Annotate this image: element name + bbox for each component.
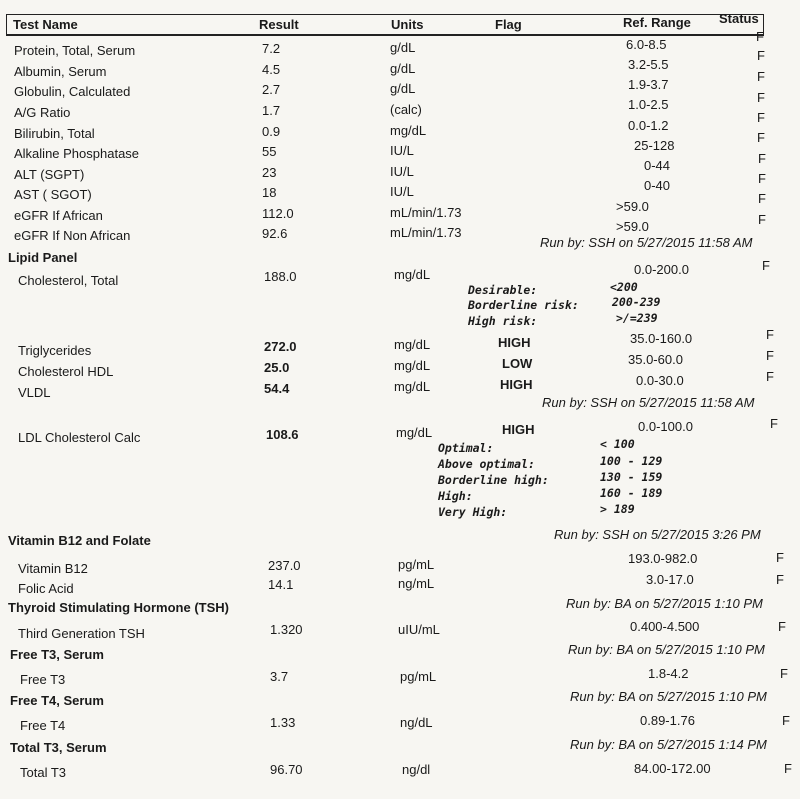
status: F (778, 619, 786, 634)
test-name: eGFR If African (14, 208, 103, 223)
units: IU/L (390, 164, 414, 179)
ref-range: 1.8-4.2 (648, 666, 689, 681)
units: IU/L (390, 143, 414, 158)
units: mL/min/1.73 (390, 205, 462, 220)
result: 0.9 (262, 124, 281, 139)
test-name: A/G Ratio (14, 105, 71, 120)
ref-range: >59.0 (616, 199, 649, 214)
run-by: Run by: BA on 5/27/2015 1:10 PM (566, 596, 763, 611)
units: IU/L (390, 184, 414, 199)
test-name: Alkaline Phosphatase (14, 146, 140, 161)
units: g/dL (390, 61, 416, 76)
ref-range: 0.0-30.0 (636, 373, 684, 388)
run-by: Run by: SSH on 5/27/2015 11:58 AM (542, 395, 755, 410)
units: mg/dL (394, 358, 431, 373)
ref-range: 25-128 (634, 138, 675, 153)
units: mg/dL (390, 123, 427, 138)
ref-range: 1.0-2.5 (628, 97, 669, 112)
units: pg/mL (398, 557, 435, 572)
result: 7.2 (262, 41, 281, 56)
note-value: 160 - 189 (600, 486, 663, 500)
header-flag: Flag (495, 17, 522, 32)
status: F (758, 212, 766, 227)
status: F (757, 69, 765, 84)
note-value: 130 - 159 (600, 470, 663, 484)
header-status: Status (719, 11, 759, 26)
note-value: < 100 (600, 437, 635, 451)
note-label: High: (438, 489, 473, 503)
status: F (758, 171, 766, 186)
result: 25.0 (264, 360, 290, 375)
flag: LOW (502, 356, 533, 371)
ref-range: 0-44 (644, 158, 671, 173)
section-title-tsh: Thyroid Stimulating Hormone (TSH) (8, 600, 229, 615)
ref-range: 35.0-60.0 (628, 352, 683, 367)
note-label: Optimal: (438, 441, 494, 455)
ref-range: 0-40 (644, 178, 671, 193)
status: F (770, 416, 778, 431)
units: g/dL (390, 81, 416, 96)
test-name: AST ( SGOT) (14, 187, 92, 202)
result: 237.0 (268, 558, 301, 573)
test-name: Triglycerides (18, 343, 92, 358)
note-value: 200-239 (612, 295, 661, 309)
status: F (757, 90, 765, 105)
test-name: Free T3 (20, 672, 66, 687)
units: mg/dL (394, 337, 431, 352)
test-name: Bilirubin, Total (14, 126, 95, 141)
status: F (766, 327, 774, 342)
test-name: Free T4 (20, 718, 66, 733)
status: F (776, 572, 784, 587)
result: 3.7 (270, 669, 289, 684)
result: 92.6 (262, 226, 288, 241)
result: 4.5 (262, 62, 281, 77)
section-title-total-t3: Total T3, Serum (10, 740, 107, 755)
ref-range: >59.0 (616, 219, 649, 234)
units: ng/dL (400, 715, 433, 730)
status: F (784, 761, 792, 776)
ref-range: 6.0-8.5 (626, 37, 667, 52)
ref-range: 3.0-17.0 (646, 572, 694, 587)
test-name: Vitamin B12 (18, 561, 88, 576)
ref-range: 0.89-1.76 (640, 713, 695, 728)
status: F (758, 151, 766, 166)
ref-range: 0.400-4.500 (630, 619, 700, 634)
ref-range: 193.0-982.0 (628, 551, 698, 566)
ref-range: 0.0-200.0 (634, 262, 689, 277)
flag: HIGH (498, 335, 531, 350)
test-name: eGFR If Non African (14, 228, 131, 243)
note-label: Very High: (438, 505, 508, 519)
section-title-free-t3: Free T3, Serum (10, 647, 104, 662)
units: mg/dL (394, 267, 431, 282)
units: mL/min/1.73 (390, 225, 462, 240)
units: ng/dl (402, 762, 431, 777)
result: 96.70 (270, 762, 303, 777)
units: uIU/mL (398, 622, 440, 637)
result: 1.33 (270, 715, 296, 730)
units: mg/dL (396, 425, 433, 440)
status: F (756, 29, 764, 44)
run-by: Run by: SSH on 5/27/2015 3:26 PM (554, 527, 761, 542)
ref-range: 35.0-160.0 (630, 331, 693, 346)
header-test-name: Test Name (13, 17, 78, 32)
flag: HIGH (500, 377, 533, 392)
note-value: <200 (610, 280, 638, 294)
result: 112.0 (262, 206, 294, 221)
status: F (782, 713, 790, 728)
status: F (758, 191, 766, 206)
ref-range: 84.00-172.00 (634, 761, 711, 776)
result: 1.7 (262, 103, 281, 118)
units: ng/mL (398, 576, 435, 591)
test-name: Third Generation TSH (18, 626, 145, 641)
result: 14.1 (268, 577, 294, 592)
status: F (757, 110, 765, 125)
result: 1.320 (270, 622, 303, 637)
units: g/dL (390, 40, 416, 55)
result: 54.4 (264, 381, 290, 396)
test-name: VLDL (18, 385, 51, 400)
run-by: Run by: BA on 5/27/2015 1:14 PM (570, 737, 767, 752)
note-label: Desirable: (468, 283, 538, 297)
test-name: Cholesterol HDL (18, 364, 114, 379)
status: F (762, 258, 770, 273)
status: F (766, 369, 774, 384)
note-label: Borderline risk: (468, 298, 579, 312)
status: F (757, 130, 765, 145)
run-by: Run by: BA on 5/27/2015 1:10 PM (568, 642, 765, 657)
test-name: Total T3 (20, 765, 67, 780)
table-header (6, 11, 764, 36)
units: (calc) (390, 102, 422, 117)
test-name: ALT (SGPT) (14, 167, 85, 182)
ref-range: 0.0-1.2 (628, 118, 669, 133)
test-name: Albumin, Serum (14, 64, 107, 79)
flag: HIGH (502, 422, 535, 437)
header-units: Units (391, 17, 424, 32)
section-title-free-t4: Free T4, Serum (10, 693, 104, 708)
status: F (757, 48, 765, 63)
test-name: Protein, Total, Serum (14, 43, 136, 58)
test-name: Cholesterol, Total (18, 273, 119, 288)
note-label: High risk: (468, 314, 538, 328)
header-result: Result (259, 17, 299, 32)
status: F (766, 348, 774, 363)
result: 23 (262, 165, 277, 180)
result: 272.0 (264, 339, 297, 354)
ref-range: 3.2-5.5 (628, 57, 669, 72)
note-value: >/=239 (616, 311, 658, 325)
test-name: LDL Cholesterol Calc (18, 430, 141, 445)
units: mg/dL (394, 379, 431, 394)
section-title-b12: Vitamin B12 and Folate (8, 533, 151, 548)
status: F (776, 550, 784, 565)
result: 55 (262, 144, 277, 159)
units: pg/mL (400, 669, 437, 684)
status: F (780, 666, 788, 681)
section-title-lipid: Lipid Panel (8, 250, 78, 265)
note-value: > 189 (600, 502, 635, 516)
run-by: Run by: SSH on 5/27/2015 11:58 AM (540, 235, 753, 250)
test-name: Globulin, Calculated (14, 84, 131, 99)
result: 108.6 (266, 427, 299, 442)
note-label: Above optimal: (438, 457, 535, 471)
result: 2.7 (262, 82, 281, 97)
test-name: Folic Acid (18, 581, 74, 596)
note-label: Borderline high: (438, 473, 549, 487)
ref-range: 1.9-3.7 (628, 77, 669, 92)
result: 188.0 (264, 269, 297, 284)
note-value: 100 - 129 (600, 454, 663, 468)
result: 18 (262, 185, 277, 200)
ref-range: 0.0-100.0 (638, 419, 693, 434)
run-by: Run by: BA on 5/27/2015 1:10 PM (570, 689, 767, 704)
header-ref-range: Ref. Range (623, 15, 691, 30)
